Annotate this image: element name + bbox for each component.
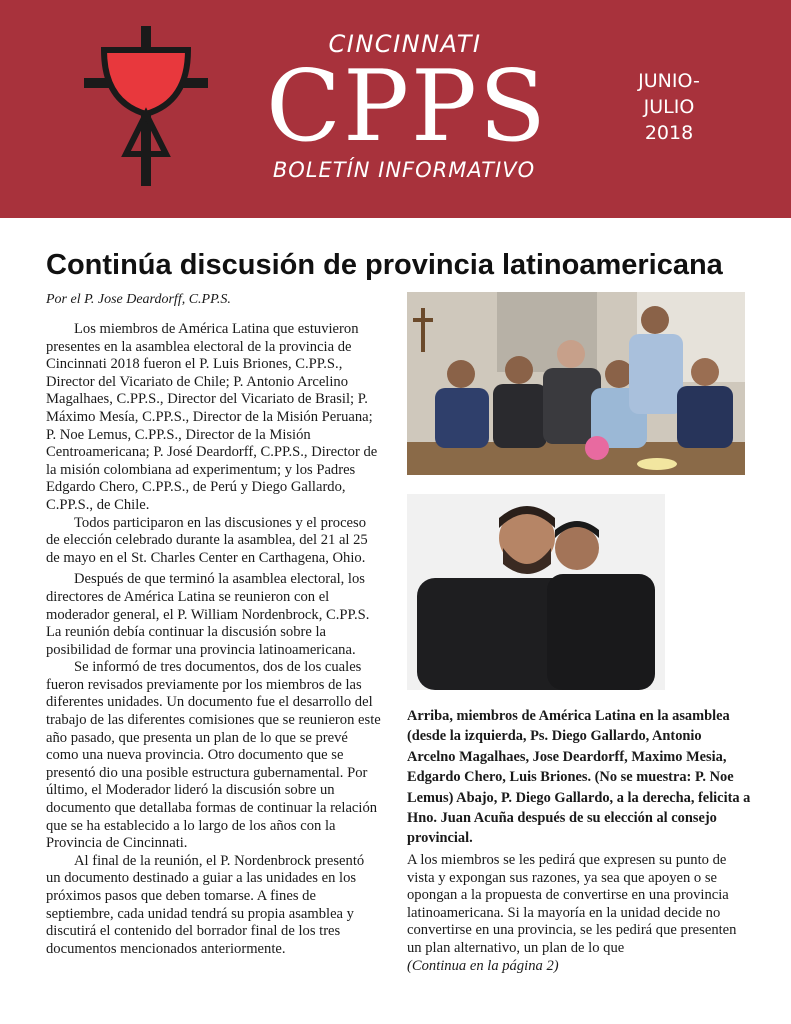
group-photo — [407, 292, 745, 475]
article-paragraph: Después de que terminó la asamblea electoral, los directores de América Latina se reunieron con el moderador general, el P. William Nordenbrock, C.PP.S. La reunión debía continuar la discusión sobre la posibilidad de formar una provincia latinoamericana. — [46, 571, 370, 658]
article-paragraph: Todos participaron en las discusiones y el proceso de elección celebrado durante la asamblea, del 21 al 25 de mayo en el St. Charles Center en Carthagena, Ohio. — [46, 514, 368, 566]
masthead-banner — [0, 0, 791, 218]
article-body-right — [407, 852, 752, 975]
article-paragraph: Los miembros de América Latina que estuvieron presentes en la asamblea electoral de la provincia de Cincinnati 2018 fueron el P. Luis Briones, C.PP.S., Director del Vicariato de Chile; P. Antonio Arcelino Magalhaes, C.PP.S., Director del Vicariato de Brasil; P. Máximo Mesía, C.PP.S., Director de la Misión Peruana; P. Noe Lemus, C.PP.S., Director de la Misión Centroamericana; P. José Deardorff, C.PP.S., Director de la misión colombiana ad experimentum; y los Padres Edgardo Chero, C.PP.S., de Perú y Diego Gallardo, C.PP.S., de Chile. — [46, 321, 378, 513]
article-body-left — [46, 321, 382, 958]
article-byline: Por el P. Jose Deardorff, C.PP.S. — [46, 292, 231, 307]
issue-date-line: 2018 — [644, 122, 694, 144]
photo-caption: Arriba, miembros de América Latina en la asamblea (desde la izquierda, Ps. Diego Gallardo, Antonio Arcelno Magalhaes, Jose Deardorff, Maximo Mesia, Edgardo Chero, Luis Briones. (No se muestra: P. Noe Lemus) Abajo, P. Diego Gallardo, a la derecha, felicita a Hno. Juan Acuña después de su elección al consejo provincial. — [407, 708, 751, 847]
article-paragraph: Se informó de tres documentos, dos de los cuales fueron revisados previamente por los miembros de las diferentes unidades. Un documento fue el desarrollo del trabajo de las diferentes comisiones que se reunieron este año pasado, que presenta un plan de lo que se prevé como una nueva provincia. Otro documento que se presentó dio una posible estructura gubernamental. Por último, el Moderador lideró la discusión sobre un documento que detallaba formas de continuar la relación que se ha establecido a lo largo de los años con la Provincia de Cincinnati. — [46, 659, 381, 852]
article-paragraph: Al final de la reunión, el P. Nordenbrock presentó un documento destinado a guiar a las unidades en los próximos pasos que deben tomarse. A fines de septiembre, cada unidad tendrá su propia asamblea y discutirá el contenido del borrador final de los tres documentos mencionados anteriormente. — [46, 852, 365, 957]
masthead-city: CINCINNATI — [328, 30, 482, 58]
congratulation-photo — [407, 494, 665, 690]
issue-date — [614, 68, 724, 146]
cross-chalice-logo-icon — [84, 26, 208, 186]
issue-date-line: JULIO — [643, 96, 695, 118]
continued-link[interactable]: (Continua en la página 2) — [407, 957, 559, 974]
article-headline: Continúa discusión de provincia latinoamericana — [46, 249, 723, 282]
masthead-name: CPPS — [266, 50, 548, 164]
article-paragraph: A los miembros se les pedirá que expresen su punto de vista y expongan sus razones, ya sea que apoyen o se opongan a la propuesta de convertirse en una provincia latinoamericana. Si la mayoría en la unidad decide no convertirse en una provincia, se les pedirá que presenten un plan alternativo, un plan de lo que — [407, 852, 737, 956]
masthead-subtitle: BOLETÍN INFORMATIVO — [272, 158, 536, 182]
issue-date-line: JUNIO- — [638, 70, 700, 92]
